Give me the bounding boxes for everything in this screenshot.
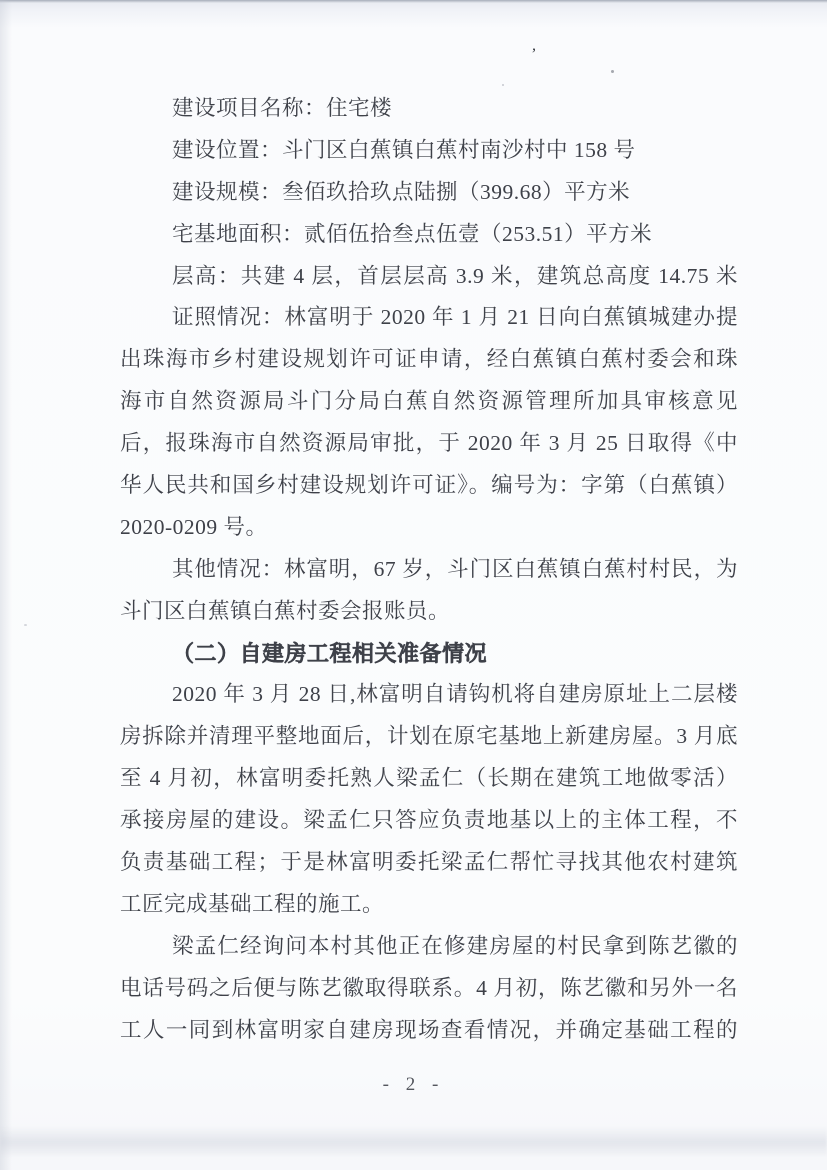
text-line: 出珠海市乡村建设规划许可证申请，经白蕉镇白蕉村委会和珠	[120, 347, 738, 372]
stray-ink-mark: ʼ	[530, 45, 537, 64]
text-line: 建设规模：叁佰玖拾玖点陆捌（399.68）平方米	[172, 179, 631, 204]
text-line: 证照情况：林富明于 2020 年 1 月 21 日向白蕉镇城建办提	[172, 305, 738, 330]
text-line: 建设位置：斗门区白蕉镇白蕉村南沙村中 158 号	[172, 137, 636, 162]
text-line: 后，报珠海市自然资源局审批，于 2020 年 3 月 25 日取得《中	[120, 431, 738, 456]
text-line: 2020-0209 号。	[120, 514, 268, 539]
text-line: 海市自然资源局斗门分局白蕉自然资源管理所加具审核意见	[120, 389, 738, 414]
scan-edge-left	[0, 0, 12, 1170]
text-line: 其他情况：林富明，67 岁，斗门区白蕉镇白蕉村村民，为	[172, 556, 738, 581]
scan-edge-bottom	[0, 1126, 827, 1156]
text-line: 负责基础工程；于是林富明委托梁孟仁帮忙寻找其他农村建筑	[120, 850, 738, 875]
text-line: 房拆除并清理平整地面后，计划在原宅基地上新建房屋。3 月底	[120, 724, 738, 749]
text-line: 至 4 月初，林富明委托熟人梁孟仁（长期在建筑工地做零活）	[120, 766, 738, 791]
text-line: 华人民共和国乡村建设规划许可证》。编号为：字第（白蕉镇）	[120, 473, 738, 498]
text-line: 电话号码之后便与陈艺徽取得联系。4 月初，陈艺徽和另外一名	[120, 975, 738, 1000]
text-line: 工人一同到林富明家自建房现场查看情况，并确定基础工程的	[120, 1017, 738, 1042]
text-line: 斗门区白蕉镇白蕉村委会报账员。	[120, 598, 451, 623]
text-line: 工匠完成基础工程的施工。	[120, 891, 385, 916]
scan-speck	[611, 70, 614, 73]
page-number: - 2 -	[382, 1074, 445, 1095]
text-line: 承接房屋的建设。梁孟仁只答应负责地基以上的主体工程，不	[120, 808, 738, 833]
document-body	[120, 88, 738, 1051]
text-line: 2020 年 3 月 28 日,林富明自请钩机将自建房原址上二层楼	[172, 682, 738, 707]
text-line: 梁孟仁经询问本村其他正在修建房屋的村民拿到陈艺徽的	[172, 933, 738, 958]
scan-speck	[24, 624, 27, 626]
text-line: 宅基地面积：贰佰伍拾叁点伍壹（253.51）平方米	[172, 221, 653, 246]
scan-speck	[502, 84, 504, 86]
text-line: 建设项目名称：住宅楼	[172, 96, 393, 120]
text-line: （二）自建房工程相关准备情况	[172, 640, 488, 666]
text-line: 层高：共建 4 层，首层层高 3.9 米，建筑总高度 14.75 米	[172, 263, 738, 288]
